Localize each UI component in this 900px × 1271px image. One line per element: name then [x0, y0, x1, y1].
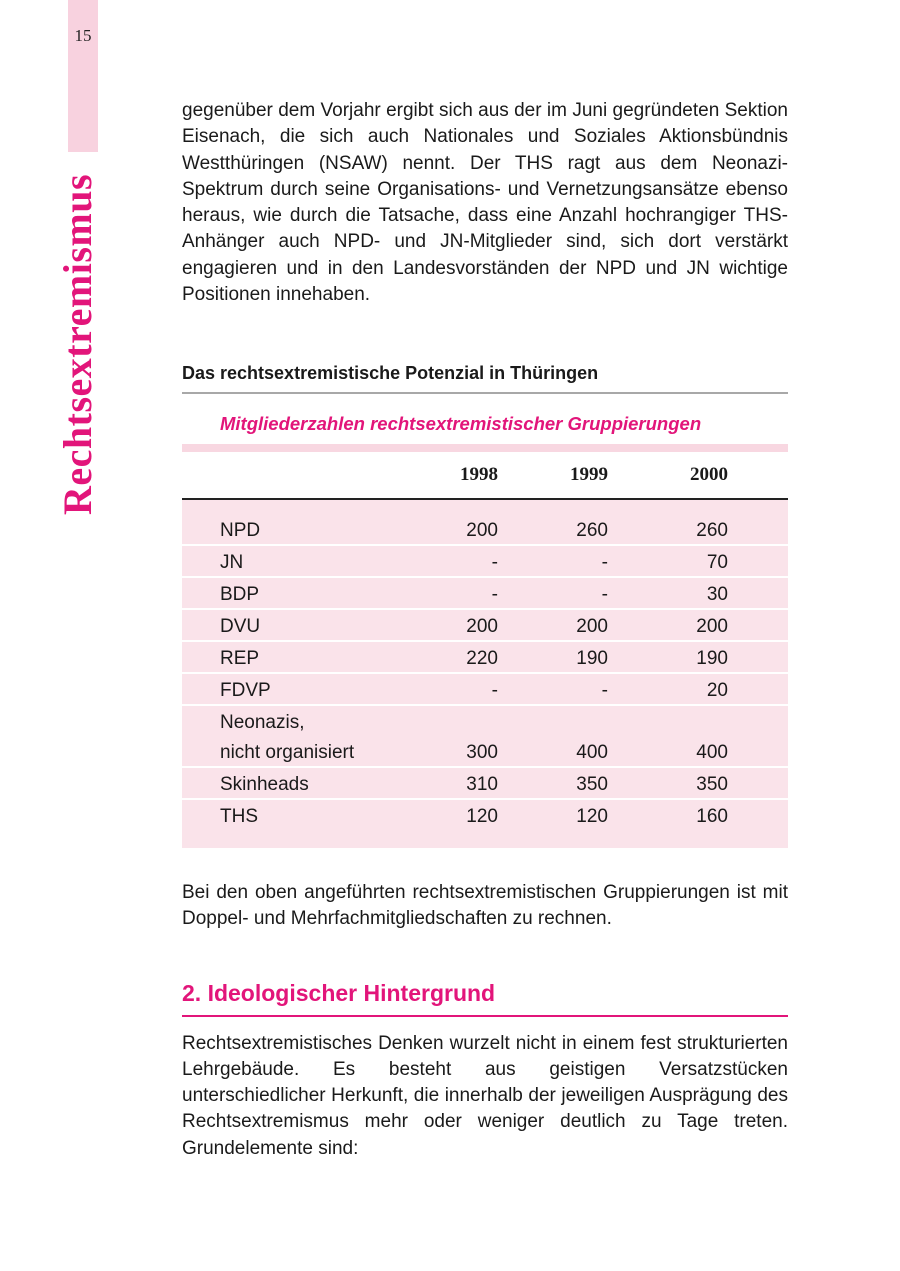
- cell-1998: 300: [466, 741, 498, 763]
- header-cell-1999: 1999: [570, 463, 608, 485]
- cell-1999: -: [601, 551, 608, 573]
- table-row-neonazis-label: [182, 706, 788, 736]
- table-row-bdp: [182, 578, 788, 610]
- cell-1998: -: [491, 551, 498, 573]
- cell-1998: 200: [466, 615, 498, 637]
- row-label: nicht organisiert: [220, 741, 355, 763]
- table-row-skinheads: [182, 768, 788, 800]
- table-note: Bei den oben angeführten rechtsextremistischen Gruppierungen ist mit Doppel- und Mehrfachmitgliedschaften zu rechnen.: [182, 881, 788, 929]
- cell-1999: 350: [576, 773, 608, 795]
- table-row-fdvp: [182, 674, 788, 706]
- cell-1999: 400: [576, 741, 608, 763]
- row-label: FDVP: [220, 679, 271, 701]
- row-label: Skinheads: [220, 773, 309, 795]
- cell-2000: 190: [696, 647, 728, 669]
- cell-2000: 160: [696, 805, 728, 827]
- row-label: JN: [220, 551, 244, 573]
- cell-1999: -: [601, 583, 608, 605]
- row-label: THS: [220, 805, 258, 827]
- cell-2000: 400: [696, 741, 728, 763]
- cell-2000: 200: [696, 615, 728, 637]
- cell-2000: 30: [706, 583, 728, 605]
- page-number: 15: [74, 26, 92, 45]
- cell-1999: 190: [576, 647, 608, 669]
- row-label: DVU: [220, 615, 261, 637]
- section-title-vertical: Rechtsextremismus: [55, 173, 100, 515]
- cell-1998: 220: [466, 647, 498, 669]
- table-header-row: [182, 452, 788, 500]
- cell-1998: -: [491, 679, 498, 701]
- cell-1999: -: [601, 679, 608, 701]
- table-row-jn: [182, 546, 788, 578]
- cell-1998: 310: [466, 773, 498, 795]
- cell-1999: 260: [576, 519, 608, 541]
- table-subtitle: Mitgliederzahlen rechtsextremistischer Gruppierungen: [220, 412, 702, 434]
- table-top-strip: [182, 444, 788, 452]
- cell-1998: -: [491, 583, 498, 605]
- header-cell-1998: 1998: [460, 463, 498, 485]
- table-body: [182, 500, 788, 848]
- table-row-neonazis: [182, 736, 788, 768]
- row-label: REP: [220, 647, 260, 669]
- section-paragraph: Rechtsextremistisches Denken wurzelt nicht in einem fest strukturierten Lehrgebäude. Es besteht aus geistigen Versatzstücken unterschiedlicher Herkunft, die innerhalb der jeweiligen Ausprägung des Rechtsextremismus mehr oder weniger deutlich zu Tage treten. Grundelemente sind:: [182, 1032, 788, 1159]
- sidebar-tab: [68, 0, 98, 152]
- table-row-rep: [182, 642, 788, 674]
- page-content: [182, 98, 788, 1162]
- cell-1999: 120: [576, 805, 608, 827]
- section-heading: 2. Ideologischer Hintergrund: [182, 980, 788, 1016]
- cell-1998: 120: [466, 805, 498, 827]
- row-label: NPD: [220, 519, 261, 541]
- cell-2000: 70: [706, 551, 728, 573]
- table-caption: Das rechtsextremistische Potenzial in Thüringen: [182, 360, 788, 393]
- intro-paragraph: gegenüber dem Vorjahr ergibt sich aus der im Juni gegründeten Sektion Eisenach, die sich auch Nationales und Soziales Aktionsbündnis Westthüringen (NSAW) nennt. Der THS ragt aus dem Neonazi-Spektrum durch seine Organisations- und Vernetzungsansätze ebenso heraus, wie durch die Tatsache, dass eine Anzahl hochrangiger THS-Anhänger auch NPD- und JN-Mitglieder sind, sich dort verstärkt engagieren und in den Landesvorständen der NPD und JN wichtige Positionen innehaben.: [182, 100, 788, 306]
- cell-2000: 350: [696, 773, 728, 795]
- row-label: BDP: [220, 583, 260, 605]
- table-row-ths: [182, 800, 788, 830]
- cell-1998: 200: [466, 519, 498, 541]
- cell-2000: 260: [696, 519, 728, 541]
- table-row-dvu: [182, 610, 788, 642]
- table-row-npd: [182, 514, 788, 546]
- cell-1999: 200: [576, 615, 608, 637]
- cell-2000: 20: [706, 679, 728, 701]
- row-label: Neonazis,: [220, 711, 305, 733]
- header-cell-2000: 2000: [690, 463, 728, 485]
